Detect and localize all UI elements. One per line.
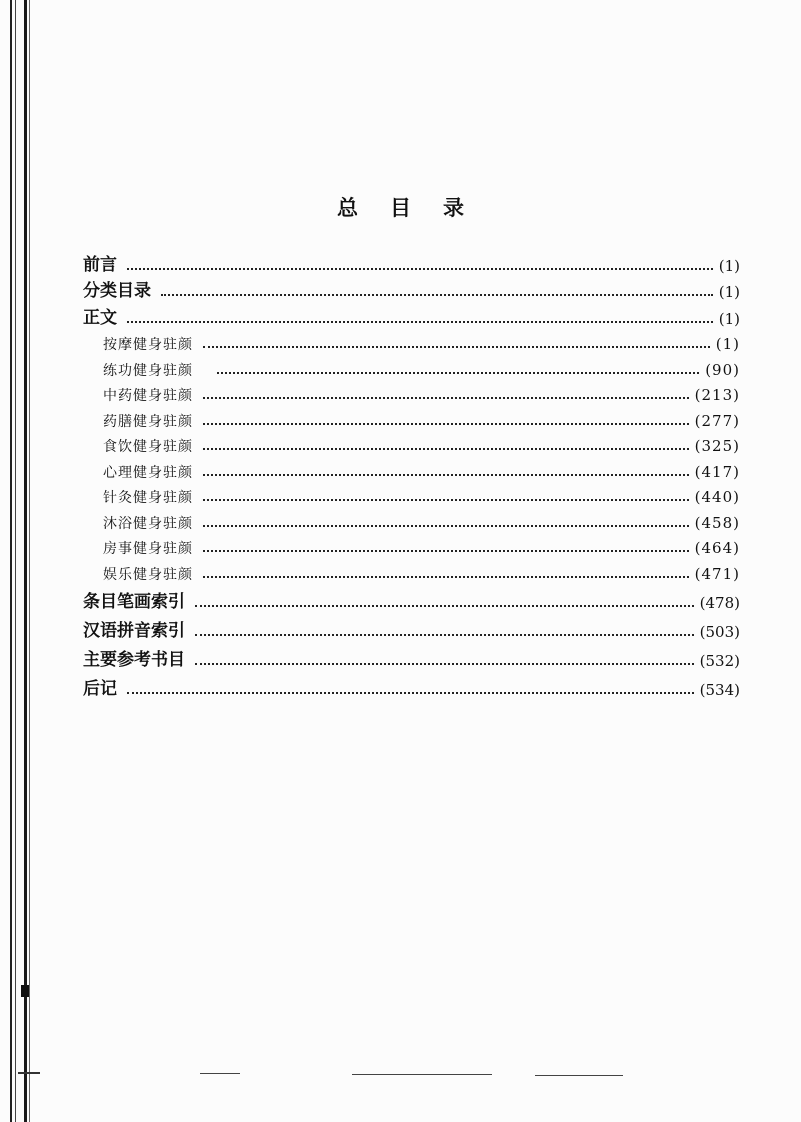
toc-entry-stroke-index[interactable]: [83, 586, 740, 615]
toc-entry-page: (277): [694, 411, 740, 430]
toc-entry-page: (213): [694, 386, 740, 404]
toc-entry-main-text[interactable]: [83, 304, 740, 331]
toc-subentry-food-drink[interactable]: [83, 433, 740, 459]
toc-entry-label: 按摩健身驻颜: [103, 337, 193, 353]
dot-leader: [217, 372, 699, 374]
toc-entry-preface[interactable]: [83, 251, 740, 278]
dot-leader: [203, 550, 689, 552]
toc-entry-label: 前言: [83, 254, 117, 275]
toc-entry-label: 后记: [83, 678, 117, 699]
toc-subentry-recreation[interactable]: [83, 560, 740, 586]
toc-entry-page: (458): [694, 513, 740, 532]
toc-subentry-medicinal-diet[interactable]: [83, 407, 740, 433]
toc-entry-label: 药膳健身驻颜: [103, 413, 193, 430]
title-char: 录: [443, 195, 464, 221]
dot-leader: [203, 576, 689, 578]
dot-leader: [127, 692, 694, 694]
toc-entry-label: 沐浴健身驻颜: [103, 515, 193, 532]
scan-artifact-line: [352, 1074, 492, 1075]
toc-entry-label: 针灸健身驻颜: [103, 490, 193, 506]
dot-leader: [203, 499, 689, 501]
toc-subentry-herbal-medicine[interactable]: [83, 382, 740, 408]
toc-entry-page: (1): [718, 283, 740, 301]
dot-leader: [127, 321, 713, 323]
toc-entry-pinyin-index[interactable]: [83, 615, 740, 644]
title-char: 总: [337, 195, 358, 221]
toc-entry-category-index[interactable]: [83, 278, 740, 305]
toc-entry-afterword[interactable]: [83, 673, 740, 702]
dot-leader: [203, 346, 710, 348]
toc-entry-label: 中药健身驻颜: [103, 388, 193, 404]
dot-leader: [161, 294, 713, 296]
toc-entry-page: (440): [694, 488, 740, 506]
toc-entry-label: 分类目录: [83, 281, 151, 301]
toc-entry-page: (503): [699, 622, 740, 641]
toc-entry-page: (532): [699, 651, 740, 670]
toc-entry-page: (478): [699, 593, 740, 612]
scan-artifact-line: [200, 1073, 240, 1074]
title-char: 目: [390, 195, 411, 221]
toc-subentry-sexual-life[interactable]: [83, 535, 740, 561]
toc-entry-label: 食饮健身驻颜: [103, 439, 193, 455]
toc-entry-page: (1): [718, 256, 740, 275]
toc-subentry-massage[interactable]: [83, 331, 740, 357]
dot-leader: [203, 397, 689, 399]
toc-subentry-exercise[interactable]: [83, 356, 740, 382]
toc-entry-label: 主要参考书目: [83, 649, 185, 670]
dot-leader: [203, 423, 689, 425]
toc-subentry-acupuncture[interactable]: [83, 484, 740, 510]
toc-entry-page: (417): [694, 462, 740, 481]
toc-entry-label: 房事健身驻颜: [103, 541, 193, 557]
toc-entry-page: (325): [694, 437, 740, 455]
toc-entry-page: (471): [694, 564, 740, 583]
scan-artifact-line: [535, 1075, 623, 1076]
dot-leader: [203, 474, 689, 476]
toc-entry-page: (1): [715, 335, 740, 353]
toc-entry-label: 汉语拼音索引: [83, 620, 185, 641]
dot-leader: [203, 525, 689, 527]
dot-leader: [127, 268, 713, 270]
toc-subentry-psychology[interactable]: [83, 458, 740, 484]
toc-entry-page: (1): [718, 309, 740, 328]
dot-leader: [195, 663, 694, 665]
dot-leader: [203, 448, 689, 450]
toc-entry-label: 娱乐健身驻颜: [103, 566, 193, 583]
toc-subentry-bathing[interactable]: [83, 509, 740, 535]
dot-leader: [195, 634, 694, 636]
toc-entry-label: 条目笔画索引: [83, 591, 185, 612]
toc-entry-page: (464): [694, 539, 740, 557]
binding-edge: [0, 0, 34, 1122]
toc-entry-label: 正文: [83, 307, 117, 328]
toc-entry-bibliography[interactable]: [83, 644, 740, 673]
toc-entry-label: 心理健身驻颜: [103, 464, 193, 481]
table-of-contents: [83, 251, 740, 702]
toc-entry-page: (90): [705, 360, 740, 379]
toc-entry-page: (534): [699, 680, 740, 699]
toc-entry-label: 练功健身驻颜: [103, 362, 193, 379]
page-title: [0, 192, 801, 222]
dot-leader: [195, 605, 694, 607]
